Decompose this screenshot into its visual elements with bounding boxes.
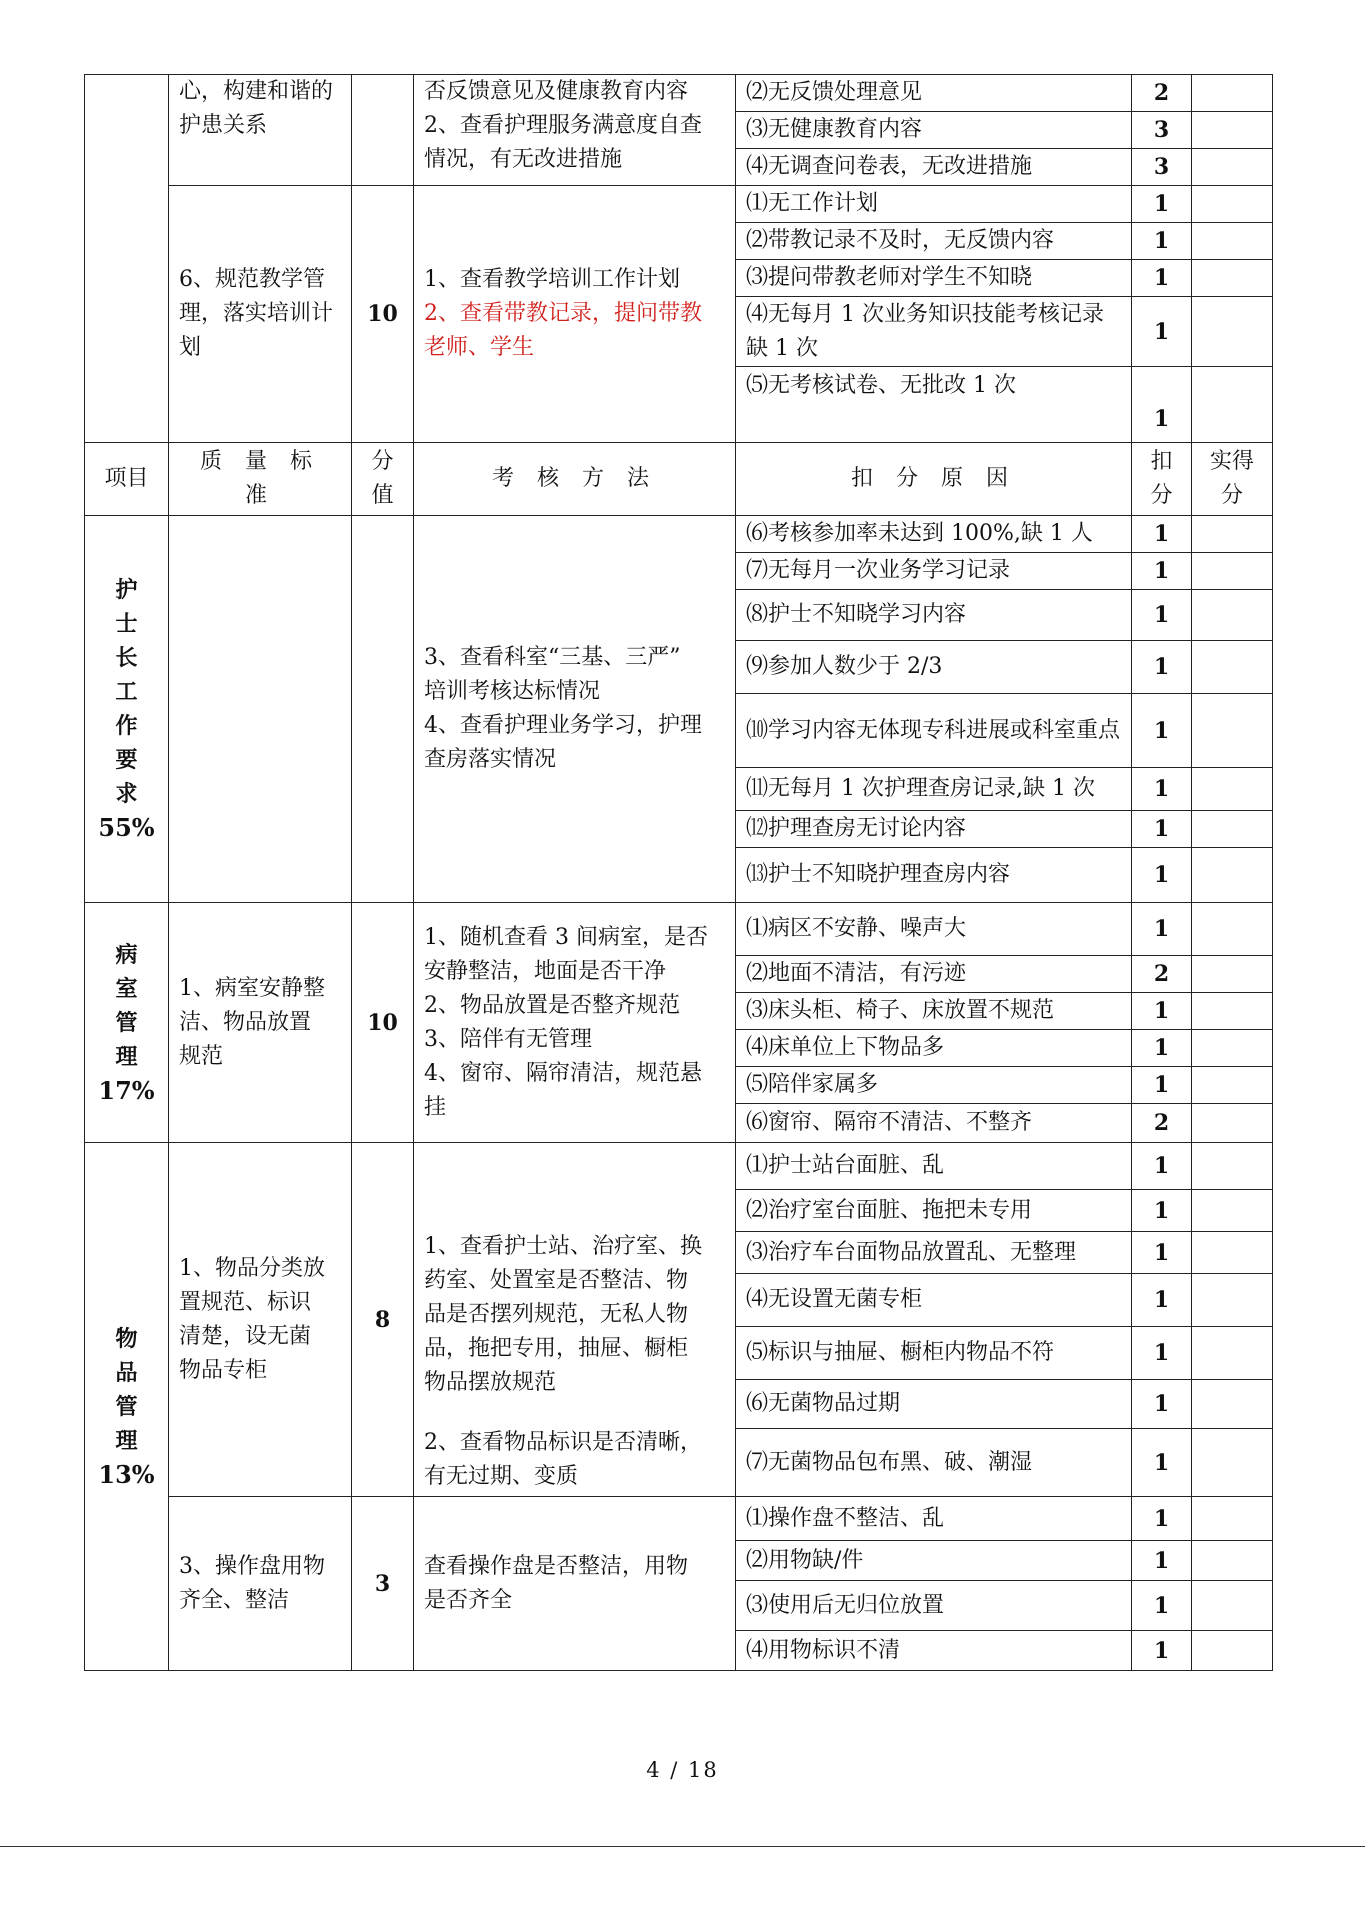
header-line: 实得 [1209, 449, 1254, 474]
reason-cell: ⑿护理查房无讨论内容 [736, 811, 1132, 848]
actual-score-cell[interactable] [1192, 223, 1273, 260]
text-line: 6、规范教学管 [179, 267, 325, 292]
header-project: 项目 [85, 443, 169, 516]
deduct-cell: 1 [1132, 1631, 1192, 1671]
reason-cell: ⑷无设置无菌专柜 [736, 1274, 1132, 1327]
vertical-char: 长 [115, 645, 138, 671]
deduct-cell: 1 [1132, 590, 1192, 641]
reason-cell: ⑷用物标识不清 [736, 1631, 1132, 1671]
project-percent: 17% [98, 1075, 155, 1105]
reason-cell: ⑸无考核试卷、无批改 1 次 [736, 367, 1132, 443]
page-number: 4 / 18 [646, 1758, 719, 1782]
actual-score-cell[interactable] [1192, 811, 1273, 848]
deduct-cell: 1 [1132, 297, 1192, 367]
text-line: 否反馈意见及健康教育内容 [424, 79, 689, 104]
actual-score-cell[interactable] [1192, 993, 1273, 1030]
actual-score-cell[interactable] [1192, 297, 1273, 367]
text-line: 安静整洁，地面是否干净 [424, 958, 667, 984]
actual-score-cell[interactable] [1192, 1104, 1273, 1143]
actual-score-cell[interactable] [1192, 641, 1273, 694]
standard-cell [169, 186, 352, 443]
score-cell [352, 516, 414, 903]
vertical-char: 理 [115, 1427, 138, 1454]
header-line: 分 [1220, 483, 1243, 508]
header-actual [1192, 443, 1273, 516]
text-line: 1、随机查看 3 间病室，是否 [424, 924, 708, 950]
vertical-char: 理 [115, 1043, 138, 1070]
method-cell [414, 1497, 736, 1671]
standard-cell [169, 75, 352, 186]
vertical-char: 护 [115, 577, 138, 603]
text-line: 查房落实情况 [424, 747, 557, 772]
deduct-cell: 1 [1132, 993, 1192, 1030]
actual-score-cell[interactable] [1192, 956, 1273, 993]
vertical-char: 管 [115, 1009, 138, 1036]
actual-score-cell[interactable] [1192, 1030, 1273, 1067]
actual-score-cell[interactable] [1192, 1143, 1273, 1190]
deduct-cell: 1 [1132, 223, 1192, 260]
text-line: 置规范、标识 [179, 1289, 312, 1315]
text-line: 理，落实培训计 [179, 301, 334, 326]
deduct-cell: 1 [1132, 1581, 1192, 1631]
reason-cell: ⑺无菌物品包布黑、破、潮湿 [736, 1429, 1132, 1497]
reason-cell: ⑶床头柜、椅子、床放置不规范 [736, 993, 1132, 1030]
reason-cell: ⒀护士不知晓护理查房内容 [736, 848, 1132, 903]
deduct-cell: 1 [1132, 811, 1192, 848]
actual-score-cell[interactable] [1192, 1274, 1273, 1327]
text-line: 查看操作盘是否整洁，用物 [424, 1553, 689, 1579]
actual-score-cell[interactable] [1192, 367, 1273, 443]
actual-score-cell[interactable] [1192, 590, 1273, 641]
reason-cell: ⑸陪伴家属多 [736, 1067, 1132, 1104]
text-line: 老师、学生 [424, 335, 535, 360]
text-line: 品，拖把专用，抽屉、橱柜 [424, 1336, 689, 1361]
text-line: 心，构建和谐的 [179, 79, 334, 104]
deduct-cell: 1 [1132, 641, 1192, 694]
reason-cell: ⑽学习内容无体现专科进展或科室重点 [736, 694, 1132, 768]
reason-cell: ⑺无每月一次业务学习记录 [736, 553, 1132, 590]
text-line: 品是否摆列规范，无私人物 [424, 1302, 689, 1327]
actual-score-cell[interactable] [1192, 1067, 1273, 1104]
score-cell: 3 [352, 1497, 414, 1671]
actual-score-cell[interactable] [1192, 1327, 1273, 1380]
reason-cell: ⑷无调查问卷表，无改进措施 [736, 149, 1132, 186]
reason-cell: ⑵用物缺/件 [736, 1541, 1132, 1581]
actual-score-cell[interactable] [1192, 1429, 1273, 1497]
reason-cell: ⑶无健康教育内容 [736, 112, 1132, 149]
reason-cell: ⑹考核参加率未达到 100%,缺 1 人 [736, 516, 1132, 553]
text-line: 划 [179, 335, 202, 360]
actual-score-cell[interactable] [1192, 768, 1273, 811]
vertical-char: 室 [115, 975, 138, 1002]
text-line: 1、查看教学培训工作计划 [424, 267, 680, 292]
text-line: 培训考核达标情况 [424, 679, 601, 704]
vertical-char: 作 [115, 713, 138, 739]
deduct-cell: 2 [1132, 75, 1192, 112]
project-ward [85, 903, 169, 1143]
vertical-char: 管 [115, 1393, 138, 1420]
text-line: 1、物品分类放 [179, 1255, 325, 1281]
actual-score-cell[interactable] [1192, 1541, 1273, 1581]
score-cell: 8 [352, 1143, 414, 1497]
reason-cell: ⑹窗帘、隔帘不清洁、不整齐 [736, 1104, 1132, 1143]
actual-score-cell[interactable] [1192, 1232, 1273, 1274]
deduct-cell: 1 [1132, 848, 1192, 903]
text-line: 护患关系 [179, 113, 268, 138]
project-percent: 13% [98, 1459, 155, 1489]
deduct-cell: 1 [1132, 1541, 1192, 1581]
actual-score-cell[interactable] [1192, 516, 1273, 553]
project-head-nurse [85, 516, 169, 903]
reason-cell: ⑶使用后无归位放置 [736, 1581, 1132, 1631]
vertical-char: 分 [1150, 483, 1173, 508]
vertical-char: 要 [115, 747, 138, 773]
method-cell [414, 516, 736, 903]
header-deduct [1132, 443, 1192, 516]
reason-cell: ⑶治疗车台面物品放置乱、无整理 [736, 1232, 1132, 1274]
reason-cell: ⑵地面不清洁，有污迹 [736, 956, 1132, 993]
deduct-cell: 1 [1132, 260, 1192, 297]
deduct-cell: 1 [1132, 1143, 1192, 1190]
standard-cell [169, 1143, 352, 1497]
text-line: 2、查看带教记录，提问带教 [424, 301, 702, 326]
text-line: 2、查看物品标识是否清晰， [424, 1430, 702, 1455]
actual-score-cell[interactable] [1192, 903, 1273, 956]
reason-cell: ⑾无每月 1 次护理查房记录,缺 1 次 [736, 768, 1132, 811]
reason-cell: ⑴无工作计划 [736, 186, 1132, 223]
standard-cell [169, 1497, 352, 1671]
deduct-cell: 1 [1132, 1190, 1192, 1232]
actual-score-cell[interactable] [1192, 1631, 1273, 1671]
text-line: 清楚，设无菌 [179, 1323, 312, 1349]
score-cell [352, 75, 414, 186]
table-header-row [85, 443, 1273, 516]
deduct-cell: 1 [1132, 903, 1192, 956]
header-score [352, 443, 414, 516]
reason-cell: ⑶提问带教老师对学生不知晓 [736, 260, 1132, 297]
text-line: 4、窗帘、隔帘清洁，规范悬 [424, 1060, 702, 1086]
deduct-cell: 1 [1132, 1327, 1192, 1380]
deduct-cell: 3 [1132, 149, 1192, 186]
reason-cell: ⑵无反馈处理意见 [736, 75, 1132, 112]
text-line: 2、物品放置是否整齐规范 [424, 992, 680, 1018]
vertical-char: 病 [115, 941, 138, 968]
reason-cell: ⑴操作盘不整洁、乱 [736, 1497, 1132, 1541]
text-line: 3、陪伴有无管理 [424, 1026, 592, 1052]
text-line: 规范 [179, 1043, 224, 1069]
vertical-char: 分 [371, 449, 394, 474]
header-method: 考 核 方 法 [414, 443, 736, 516]
actual-score-cell[interactable] [1192, 260, 1273, 297]
reason-cell: ⑼参加人数少于 2/3 [736, 641, 1132, 694]
reason-cell: ⑷床单位上下物品多 [736, 1030, 1132, 1067]
text-line: 齐全、整洁 [179, 1587, 290, 1613]
reason-cell: ⑷无每月 1 次业务知识技能考核记录缺 1 次 [736, 297, 1132, 367]
text-line: 物品专柜 [179, 1357, 268, 1383]
deduct-cell: 1 [1132, 186, 1192, 223]
project-percent: 55% [98, 813, 155, 842]
vertical-char: 士 [115, 611, 138, 637]
header-reason: 扣 分 原 因 [736, 443, 1132, 516]
actual-score-cell[interactable] [1192, 1190, 1273, 1232]
text-line: 3、操作盘用物 [179, 1553, 325, 1579]
vertical-char: 扣 [1150, 449, 1173, 474]
vertical-char: 物 [115, 1325, 138, 1352]
actual-score-cell[interactable] [1192, 149, 1273, 186]
text-line: 1、病室安静整 [179, 975, 325, 1001]
standard-cell [169, 903, 352, 1143]
text-line: 3、查看科室“三基、三严” [424, 645, 681, 670]
deduct-cell: 1 [1132, 1497, 1192, 1541]
standard-cell [169, 516, 352, 903]
text-line: 情况，有无改进措施 [424, 147, 623, 172]
deduct-cell: 2 [1132, 956, 1192, 993]
actual-score-cell[interactable] [1192, 112, 1273, 149]
deduct-cell: 1 [1132, 1030, 1192, 1067]
reason-cell: ⑵治疗室台面脏、拖把未专用 [736, 1190, 1132, 1232]
text-line: 2、查看护理服务满意度自查 [424, 113, 702, 138]
text-line: 物品摆放规范 [424, 1370, 557, 1395]
deduct-cell: 2 [1132, 1104, 1192, 1143]
header-standard: 质 量 标 准 [169, 443, 352, 516]
text-line: 有无过期、变质 [424, 1464, 579, 1489]
deduct-cell: 1 [1132, 1232, 1192, 1274]
assessment-table [84, 74, 1273, 1671]
deduct-cell: 1 [1132, 1274, 1192, 1327]
footer-divider [0, 1846, 1365, 1847]
actual-score-cell[interactable] [1192, 75, 1273, 112]
method-cell [414, 75, 736, 186]
deduct-cell: 1 [1132, 553, 1192, 590]
reason-cell: ⑸标识与抽屉、橱柜内物品不符 [736, 1327, 1132, 1380]
vertical-char: 求 [115, 781, 138, 807]
vertical-char: 值 [371, 483, 394, 508]
deduct-cell: 1 [1132, 367, 1192, 443]
text-line: 挂 [424, 1094, 447, 1120]
deduct-cell: 1 [1132, 768, 1192, 811]
actual-score-cell[interactable] [1192, 694, 1273, 768]
text-line: 洁、物品放置 [179, 1009, 312, 1035]
project-items [85, 1143, 169, 1671]
reason-cell: ⑴护士站台面脏、乱 [736, 1143, 1132, 1190]
score-cell: 10 [352, 903, 414, 1143]
deduct-cell: 1 [1132, 516, 1192, 553]
text-line: 是否齐全 [424, 1587, 513, 1613]
deduct-cell: 1 [1132, 1380, 1192, 1429]
reason-cell: ⑹无菌物品过期 [736, 1380, 1132, 1429]
vertical-char: 工 [115, 679, 138, 705]
project-cell-continued [85, 75, 169, 443]
score-cell: 10 [352, 186, 414, 443]
reason-cell: ⑴病区不安静、噪声大 [736, 903, 1132, 956]
deduct-cell: 1 [1132, 1429, 1192, 1497]
method-cell [414, 186, 736, 443]
actual-score-cell[interactable] [1192, 553, 1273, 590]
deduct-cell: 1 [1132, 1067, 1192, 1104]
deduct-cell: 1 [1132, 694, 1192, 768]
red-method-text [424, 297, 725, 365]
method-cell [414, 1143, 736, 1497]
actual-score-cell[interactable] [1192, 1380, 1273, 1429]
text-line: 1、查看护士站、治疗室、换 [424, 1234, 702, 1259]
reason-cell: ⑵带教记录不及时，无反馈内容 [736, 223, 1132, 260]
method-cell [414, 903, 736, 1143]
text-line: 药室、处置室是否整洁、物 [424, 1268, 689, 1293]
actual-score-cell[interactable] [1192, 1581, 1273, 1631]
text-line: 4、查看护理业务学习，护理 [424, 713, 702, 738]
actual-score-cell[interactable] [1192, 1497, 1273, 1541]
vertical-char: 品 [115, 1359, 138, 1386]
actual-score-cell[interactable] [1192, 186, 1273, 223]
actual-score-cell[interactable] [1192, 848, 1273, 903]
reason-cell: ⑻护士不知晓学习内容 [736, 590, 1132, 641]
deduct-cell: 3 [1132, 112, 1192, 149]
